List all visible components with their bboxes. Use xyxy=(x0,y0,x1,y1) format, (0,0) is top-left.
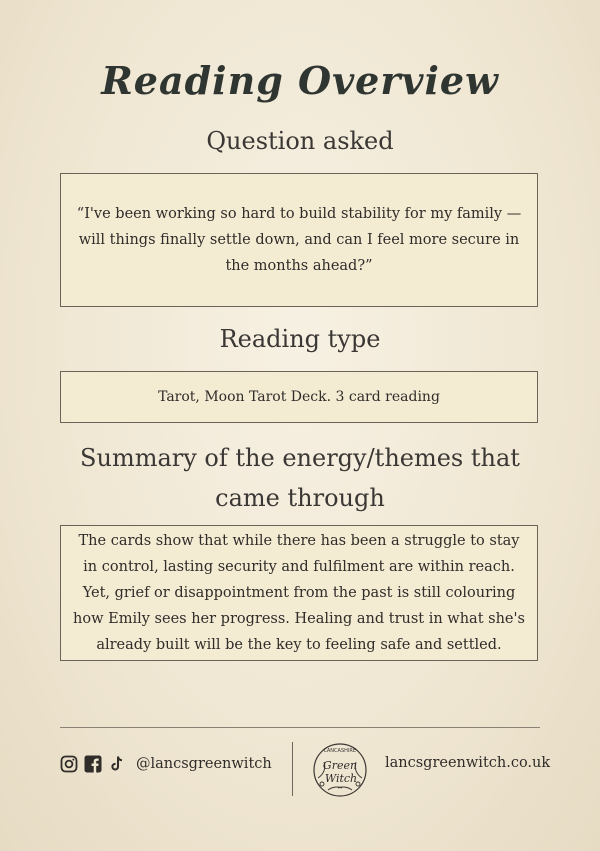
brand-logo xyxy=(308,738,372,806)
footer-separator xyxy=(292,742,293,796)
summary-heading: Summary of the energy/themes that came through xyxy=(80,444,520,512)
question-text: “I've been working so hard to build stability for my family — will things finally settle down, and can I feel more secure in the months ahead?” xyxy=(76,206,522,274)
logo-text-witch: Witch xyxy=(324,772,358,785)
social-links xyxy=(60,755,272,773)
question-heading: Question asked xyxy=(206,127,394,155)
summary-text: The cards show that while there has been a struggle to stay in control, lasting security and fulfilment are within reach. Yet, grief or disappointment from the past is still colouring how Emily sees her progress. Healing and trust in what she's already built will be the key to feeling safe and settled. xyxy=(73,533,525,653)
facebook-icon[interactable] xyxy=(84,755,102,773)
logo-text-top: LANCASHIRE xyxy=(323,748,357,754)
footer-divider xyxy=(60,727,540,728)
logo-text-green: Green xyxy=(322,759,358,772)
reading-type-box xyxy=(60,371,538,423)
tiktok-icon[interactable] xyxy=(108,755,126,773)
reading-type-heading: Reading type xyxy=(219,325,381,353)
page-title: Reading Overview xyxy=(101,58,499,103)
question-box xyxy=(60,173,538,307)
social-handle[interactable]: @lancsgreenwitch xyxy=(136,756,272,772)
reading-type-text: Tarot, Moon Tarot Deck. 3 card reading xyxy=(158,389,440,405)
instagram-icon[interactable] xyxy=(60,755,78,773)
summary-box xyxy=(60,525,538,661)
website-link[interactable]: lancsgreenwitch.co.uk xyxy=(385,755,551,771)
